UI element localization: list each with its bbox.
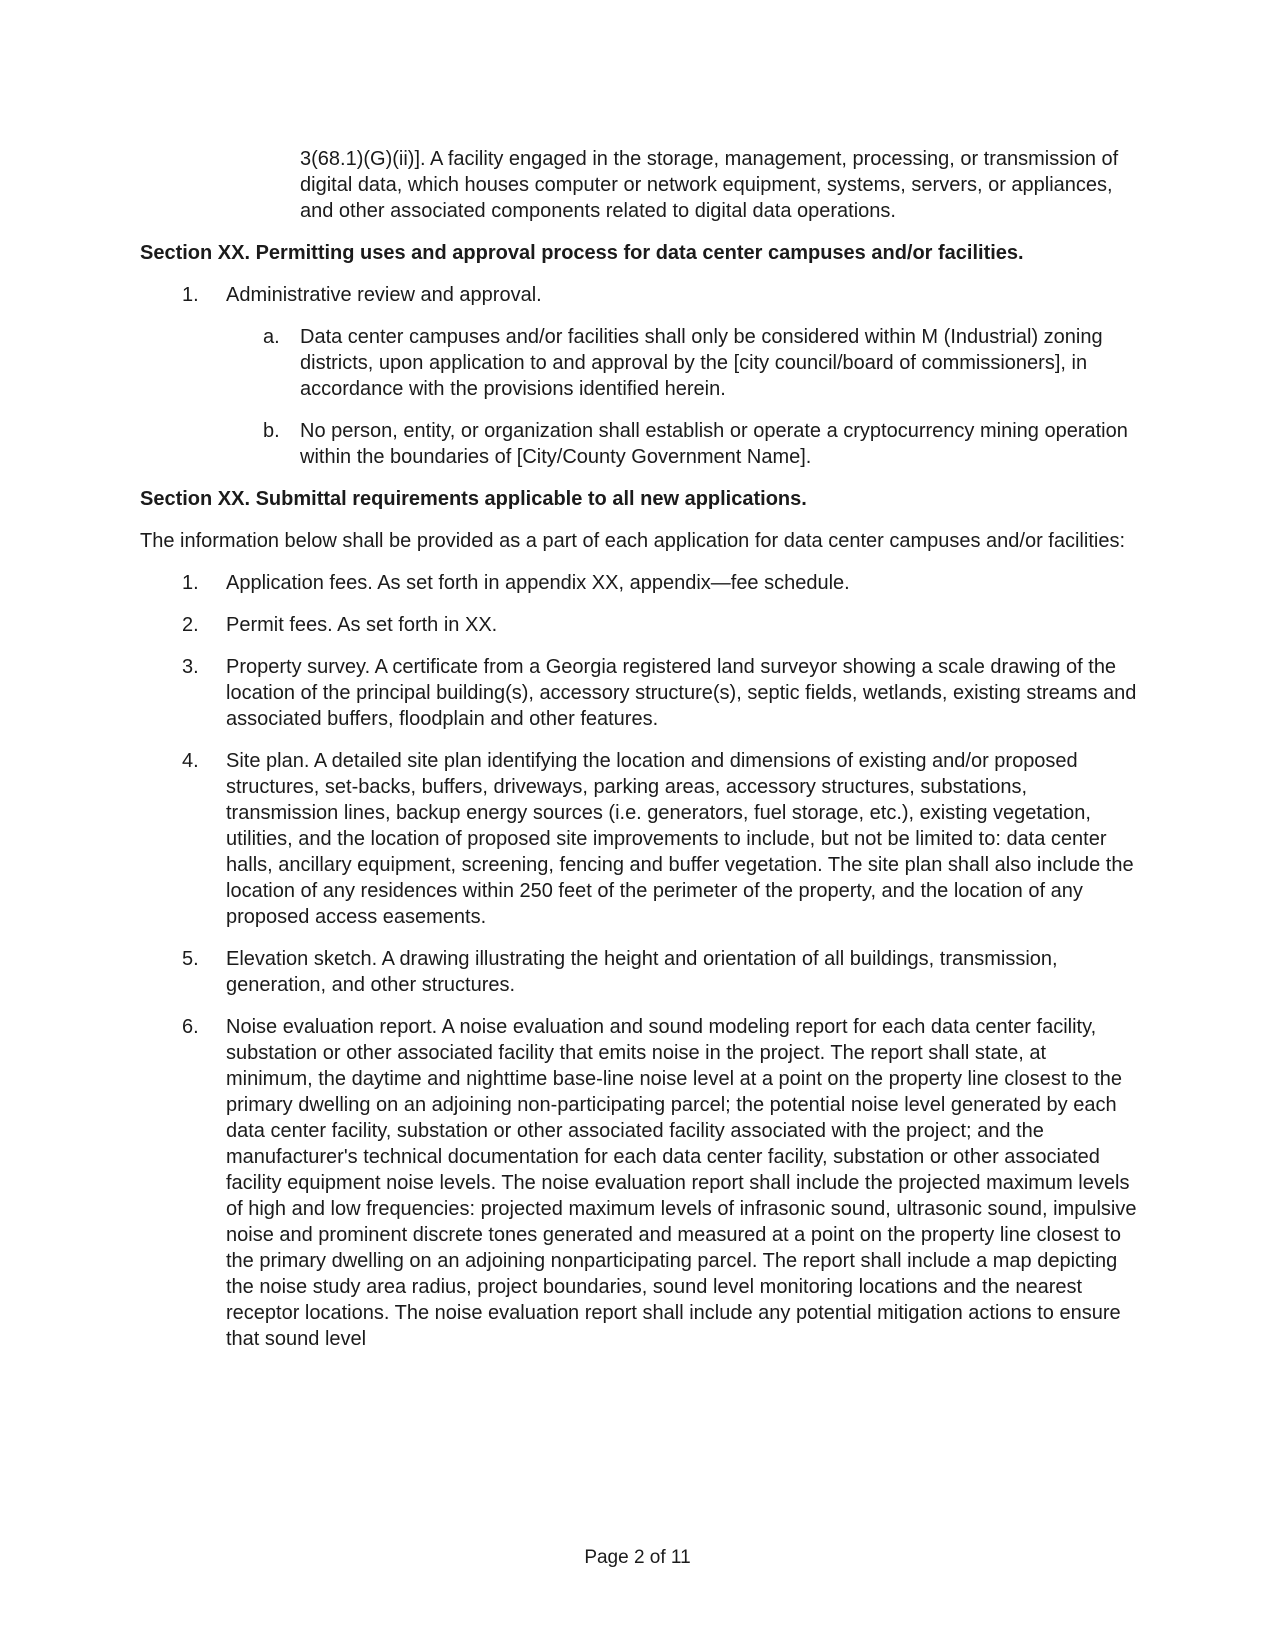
list-number: 2. — [182, 614, 199, 636]
list-item-permit-fees — [140, 612, 1138, 638]
list-item-application-fees — [140, 570, 1138, 596]
list-item-property-survey — [140, 654, 1138, 732]
list-item-admin-review — [140, 282, 1138, 308]
list-item-text: Elevation sketch. A drawing illustrating the height and orientation of all buildings, transmission, generation, and other structures. — [226, 948, 1058, 996]
list-item-text: Noise evaluation report. A noise evaluation and sound modeling report for each data center facility, substation or other associated facility that emits noise in the project. The report shall state, at minimum, the daytime and nighttime base-line noise level at a point on the property line closest to the primary dwelling on an adjoining non-participating parcel; the potential noise level generated by each data center facility, substation or other associated facility associated with the project; and the manufacturer's technical documentation for each data center facility, substation or other associated facility equipment noise levels. The noise evaluation report shall include the projected maximum levels of high and low frequencies: projected maximum levels of infrasonic sound, ultrasonic sound, impulsive noise and prominent discrete tones generated and measured at a point on the property line closest to the primary dwelling on an adjoining nonparticipating parcel. The report shall include a map depicting the noise study area radius, project boundaries, sound level monitoring locations and the nearest receptor locations. The noise evaluation report shall include any potential mitigation actions to ensure that sound level — [226, 1016, 1137, 1350]
list-item-text: No person, entity, or organization shall establish or operate a cryptocurrency mining operation within the boundaries of [City/County Government Name]. — [300, 420, 1128, 468]
list-number: 1. — [182, 284, 199, 306]
list-item-text: Permit fees. As set forth in XX. — [226, 614, 498, 636]
list-item-text: Data center campuses and/or facilities shall only be considered within M (Industrial) zoning districts, upon application to and approval by the [city council/board of commissioners], in accordance with the provisions identified herein. — [300, 326, 1103, 400]
section-permitting-heading: Section XX. Permitting uses and approval process for data center campuses and/or facilities. — [140, 242, 1024, 264]
list-item-text: Property survey. A certificate from a Georgia registered land surveyor showing a scale drawing of the location of the principal building(s), accessory structure(s), septic fields, wetlands, existing streams and associated buffers, floodplain and other features. — [226, 656, 1137, 730]
list-item-text: Site plan. A detailed site plan identifying the location and dimensions of existing and/or proposed structures, set-backs, buffers, driveways, parking areas, accessory structures, substations, transmission lines, backup energy sources (i.e. generators, fuel storage, etc.), existing vegetation, utilities, and the location of proposed site improvements to include, but not be limited to: data center halls, ancillary equipment, screening, fencing and buffer vegetation. The site plan shall also include the location of any residences within 250 feet of the perimeter of the property, and the location of any proposed access easements. — [226, 750, 1134, 928]
list-number: 4. — [182, 750, 199, 772]
list-number: 6. — [182, 1016, 199, 1038]
list-item-text: Application fees. As set forth in appendix XX, appendix—fee schedule. — [226, 572, 850, 594]
list-subitem-a — [140, 324, 1138, 402]
definition-continuation-paragraph: 3(68.1)(G)(ii)]. A facility engaged in the storage, management, processing, or transmission of digital data, which houses computer or network equipment, systems, servers, or appliances, and other associated components related to digital data operations. — [300, 148, 1119, 222]
page-number: Page 2 of 11 — [584, 1547, 691, 1568]
list-number: 1. — [182, 572, 199, 594]
list-item-elevation-sketch — [140, 946, 1138, 998]
list-item-noise-evaluation — [140, 1014, 1138, 1352]
list-number: 5. — [182, 948, 199, 970]
list-letter: a. — [263, 326, 280, 348]
section-submittal-heading: Section XX. Submittal requirements applicable to all new applications. — [140, 488, 807, 510]
submittal-lead-paragraph: The information below shall be provided as a part of each application for data center campuses and/or facilities: — [140, 530, 1125, 552]
list-letter: b. — [263, 420, 280, 442]
list-number: 3. — [182, 656, 199, 678]
list-item-site-plan — [140, 748, 1138, 930]
list-item-text: Administrative review and approval. — [226, 284, 542, 306]
document-body — [140, 146, 1138, 1368]
list-subitem-b — [140, 418, 1138, 470]
